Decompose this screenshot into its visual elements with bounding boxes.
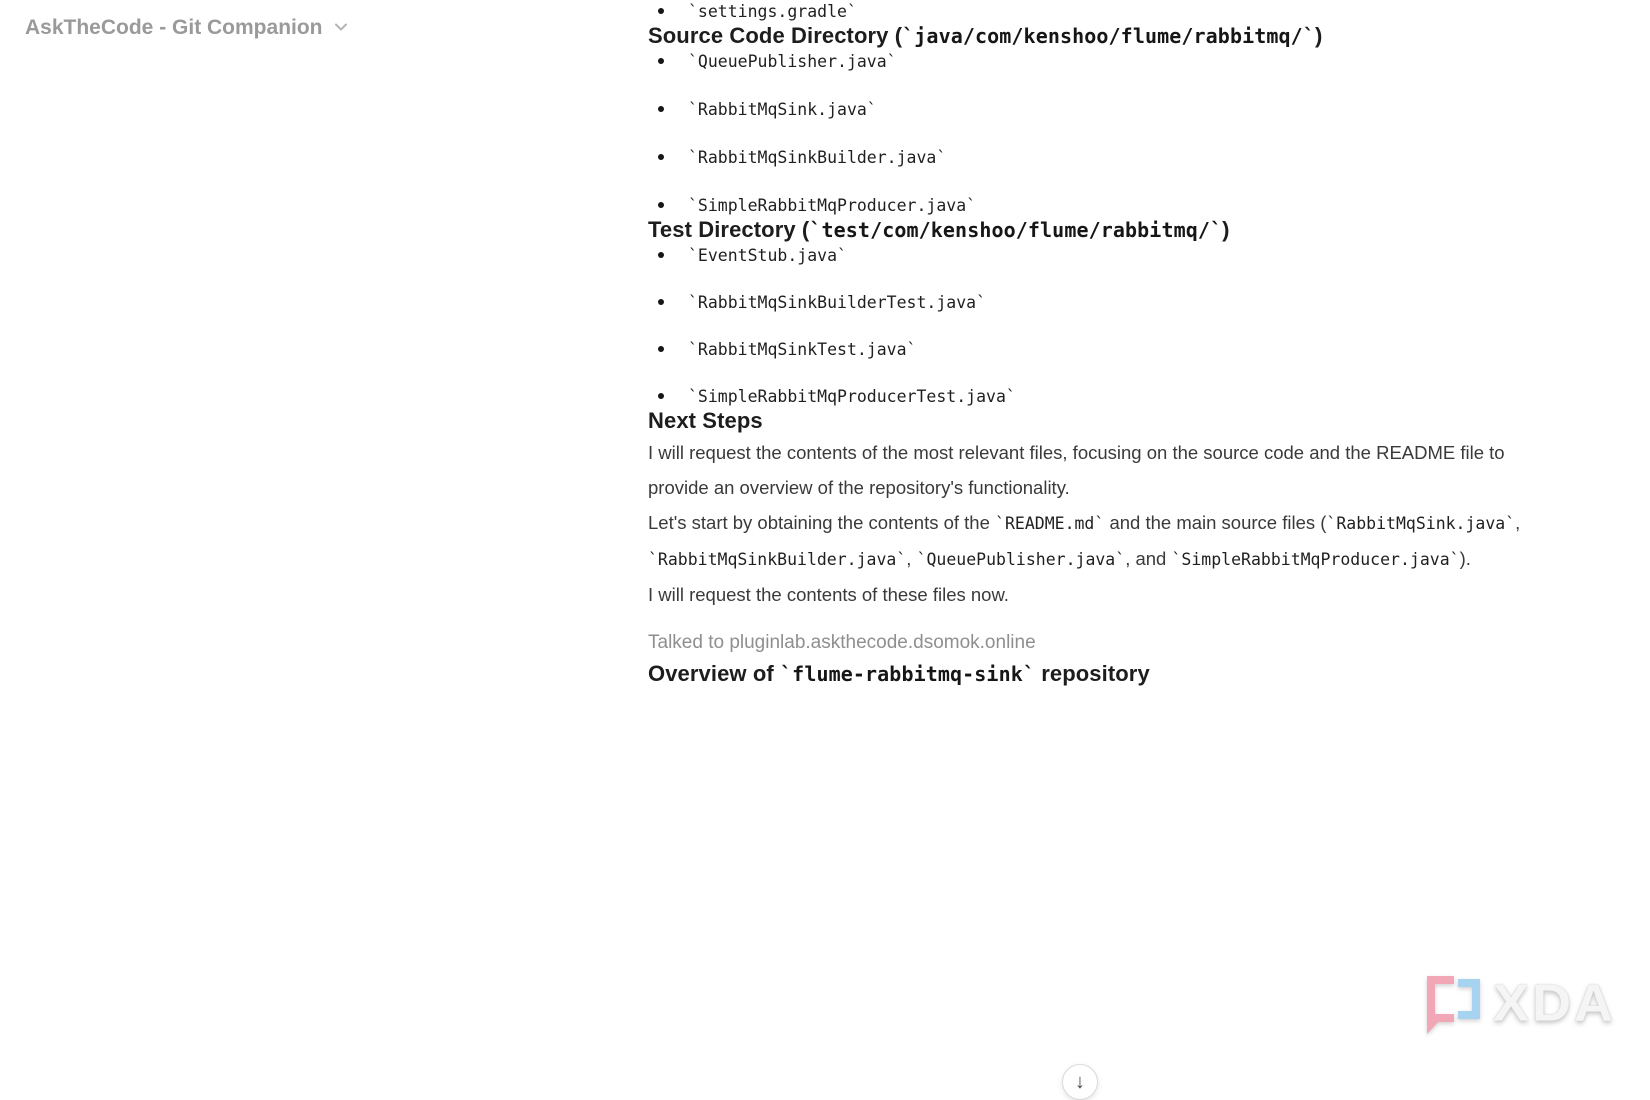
- text-run: ,: [1515, 512, 1521, 533]
- bracket-right-icon: [1458, 979, 1480, 1019]
- inline-code: `RabbitMqSink.java`: [688, 99, 877, 119]
- model-selector[interactable]: [25, 14, 350, 42]
- xda-brackets-icon: [1425, 974, 1487, 1032]
- list-item: [648, 244, 1533, 266]
- inline-code: `QueuePublisher.java`: [688, 51, 897, 71]
- paragraph-next-steps-1: I will request the contents of the most relevant files, focusing on the source code and the README file to provide an overview of the repository's functionality.: [648, 442, 1505, 498]
- inline-code: `RabbitMqSinkBuilder.java`: [688, 147, 947, 167]
- paragraph-next-steps-2: [648, 505, 1533, 577]
- text-run: , and: [1125, 548, 1172, 569]
- section-heading-test-directory: [648, 216, 1533, 244]
- inline-code: `SimpleRabbitMqProducerTest.java`: [688, 386, 1016, 406]
- text-run: ).: [1459, 548, 1471, 569]
- inline-code: `flume-rabbitmq-sink`: [780, 662, 1035, 686]
- inline-code: `settings.gradle`: [688, 1, 857, 21]
- model-selector-title: AskTheCode - Git Companion: [25, 16, 323, 39]
- text-run: repository: [1035, 661, 1150, 686]
- chevron-down-icon: [332, 14, 350, 42]
- file-list-root: [648, 0, 1533, 22]
- list-item: [648, 385, 1533, 407]
- section-heading-overview: [648, 660, 1533, 688]
- scroll-to-bottom-button[interactable]: [1062, 1064, 1098, 1100]
- xda-watermark: [1425, 974, 1616, 1032]
- text-run: and the main source files (: [1104, 512, 1327, 533]
- list-item: [648, 291, 1533, 313]
- file-list-source: [648, 50, 1533, 216]
- inline-code: `QueuePublisher.java`: [916, 550, 1126, 569]
- text-run: Overview of: [648, 661, 781, 686]
- arrow-down-icon: ↓: [1075, 1070, 1085, 1093]
- list-item: [648, 0, 1533, 22]
- text-run: ): [1222, 217, 1230, 242]
- list-item: [648, 146, 1533, 168]
- paragraph-next-steps-3: I will request the contents of these files now.: [648, 584, 1009, 605]
- section-heading-source-code-directory: [648, 22, 1533, 50]
- inline-code: `java/com/kenshoo/flume/rabbitmq/`: [902, 24, 1315, 48]
- list-item: [648, 98, 1533, 120]
- xda-watermark-text: XDA: [1493, 974, 1617, 1032]
- inline-code: `README.md`: [995, 514, 1105, 533]
- inline-code: `SimpleRabbitMqProducer.java`: [688, 195, 977, 215]
- bracket-left-icon: [1427, 976, 1454, 1022]
- inline-code: `RabbitMqSink.java`: [1326, 514, 1516, 533]
- list-item: [648, 50, 1533, 72]
- inline-code: `RabbitMqSinkBuilderTest.java`: [688, 292, 987, 312]
- text-run: Let's start by obtaining the contents of the: [648, 512, 996, 533]
- assistant-message: [648, 0, 1533, 688]
- text-run: ): [1314, 23, 1323, 48]
- section-heading-next-steps: Next Steps: [648, 408, 763, 433]
- inline-code: `RabbitMqSinkBuilder.java`: [648, 550, 907, 569]
- text-run: ,: [906, 548, 917, 569]
- inline-code: `EventStub.java`: [688, 245, 847, 265]
- inline-code: `test/com/kenshoo/flume/rabbitmq/`: [809, 218, 1223, 242]
- list-item: [648, 194, 1533, 216]
- inline-code: `RabbitMqSinkTest.java`: [688, 339, 917, 359]
- inline-code: `SimpleRabbitMqProducer.java`: [1171, 550, 1460, 569]
- plugin-request-status[interactable]: Talked to pluginlab.askthecode.dsomok.online: [648, 632, 1036, 653]
- text-run: Source Code Directory (: [648, 23, 903, 48]
- text-run: Test Directory (: [648, 217, 810, 242]
- list-item: [648, 338, 1533, 360]
- file-list-test: [648, 244, 1533, 407]
